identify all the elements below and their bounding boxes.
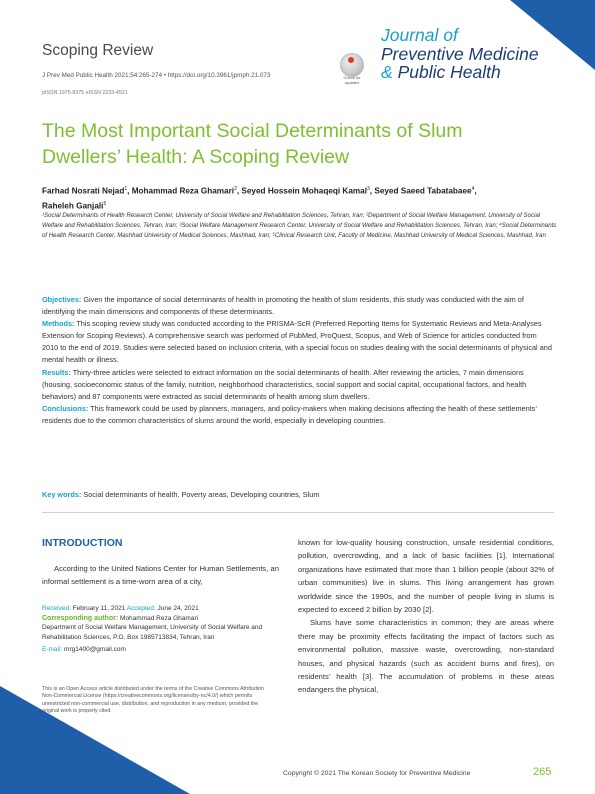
author-sup: 4 (471, 186, 475, 192)
keywords (42, 490, 554, 499)
conclusions-text: This framework could be used by planners, managers, and policy-makers when making decisions affecting the health of these settlements’ residents due to the common characteristics of slums around the world, especially in developing countries. (42, 403, 537, 425)
issn-line: pISSN 1975-8375 eISSN 2233-4521 (42, 90, 128, 96)
received-label: Received: (42, 605, 71, 612)
author-sup: 5 (103, 200, 107, 207)
introduction-heading: INTRODUCTION (42, 537, 123, 549)
abstract (42, 294, 554, 427)
author-name: Seyed Saeed Tabatabaee (374, 186, 472, 196)
keywords-label: Key words: (42, 490, 82, 499)
journal-ampersand: & (381, 62, 393, 82)
author-name: Seyed Hossein Mohaqeqi Kamal (241, 186, 368, 196)
author-name: Mohammad Reza Ghamari (131, 186, 235, 196)
page-number: 265 (533, 766, 552, 778)
accepted-date: June 24, 2021 (155, 605, 199, 612)
corresponding-name: Mohammad Reza Ghamari (118, 614, 199, 622)
conclusions-label: Conclusions: (42, 403, 89, 413)
affiliations: ¹Social Determinants of Health Research Center, University of Social Welfare and Rehabilitation Sciences, Tehran, Iran; ²Department of Social Welfare Management, University of Social Welfare and Rehabilitation Sciences, Tehran, Iran; ³Social Welfare Management Research Center, University of Social Welfare and Rehabilitation Sciences, Tehran, Iran; ⁴Social Determinants of Health Research Center, Mashhad University of Medical Sciences, Mashhad, Iran; ⁵Clinical Research Unit, Faculty of Medicine, Mashhad University of Medical Sciences, Mashhad, Iran (42, 212, 557, 240)
objectives-text: Given the importance of social determinants of health in promoting the health of slum residents, this study was conducted with the aim of identifying the main dimensions and components of these determinants. (42, 295, 524, 317)
journal-line-2: Preventive Medicine (381, 43, 539, 64)
email-address[interactable]: mrg1400@gmail.com (62, 646, 126, 653)
results-label: Results: (42, 367, 71, 377)
author-sup: 2 (234, 186, 237, 192)
abstract-conclusions (42, 403, 554, 427)
author-sup: 3 (367, 186, 370, 192)
license-text: This is an Open Access article distributed under the terms of the Creative Commons Attribution Non-Commercial License (https://creativecommons.org/licenses/by-nc/4.0/) which permits unrestricted non-commercial use, distribution, and reproduction in any medium, provided the original work is properly cited. (42, 686, 264, 715)
section-divider (42, 512, 554, 513)
body-paragraph: Slums have some characteristics in common; they are areas where there may be proximity effects facilitating the impact of factors such as environmental pollution, massive waste, overcrowding, non-standard houses, and physical hazards (such as accident burns and fires), on residents’ health [3]. The accumulation of problems in these areas endangers the physical, (298, 618, 554, 695)
citation-line[interactable]: J Prev Med Public Health 2021;54:265-274 • https://doi.org/10.3961/jpmph.21.073 (42, 72, 271, 79)
article-type: Scoping Review (42, 42, 154, 59)
email-line (42, 645, 278, 655)
copyright: Copyright © 2021 The Korean Society for Preventive Medicine (283, 770, 471, 777)
accepted-label: Accepted: (126, 605, 156, 612)
article-title: The Most Important Social Determinants of Slum Dwellers’ Health: A Scoping Review (42, 120, 463, 168)
body-column-right (298, 536, 554, 697)
badge-dot-icon (348, 57, 354, 63)
received-date: February 11, 2021 (70, 605, 127, 612)
author-sup: 1 (124, 186, 128, 192)
journal-line-3: Public Health (397, 62, 501, 82)
objectives-label: Objectives: (42, 295, 82, 304)
corresponding-address: Department of Social Welfare Management, University of Social Welfare and Rehabilitation Sciences, P.O. Box 1985713834, Tehran, Iran (42, 624, 263, 641)
check-for-updates-label: Check for updates (343, 75, 361, 85)
dates-line (42, 604, 278, 614)
methods-text: This scoping review study was conducted according to the PRISMA-ScR (Preferred Reporting Items for Systematic Reviews and Meta-Analyses Extension for Scoping Reviews). A comprehensive search was performed of PubMed, ProQuest, Scopus, and Web of Science for articles conducted from 2010 to the end of 2019. Studies were selected based on inclusion criteria, with a special focus on studies dealing with the social determinants of physical and mental health or illness. (42, 319, 552, 365)
journal-line-3-wrap (381, 63, 539, 82)
abstract-results (42, 367, 554, 403)
body-paragraph: known for low-quality housing construction, unsafe residential conditions, pollution, overcrowding, and a lack of basic facilities [1]. International organizations have estimated that more than 1 billion people (about 32% of urban communities) live in slums. This living arrangement has grown worldwide since the 1990s, and the number of people living in slums is expected to exceed 2 billion by 2030 [2]. (298, 538, 554, 615)
body-column-left (42, 562, 279, 588)
article-info (42, 604, 278, 655)
author-name: Raheleh Ganjali (42, 201, 104, 211)
journal-line-1: Journal of (381, 25, 458, 45)
intro-paragraph: According to the United Nations Center for Human Settlements, an informal settlement is a time-worn area of a city, (42, 564, 279, 586)
methods-label: Methods: (42, 319, 75, 329)
corresponding-label: Corresponding author: (42, 614, 119, 622)
keywords-text: Social determinants of health, Poverty areas, Developing countries, Slum (81, 490, 320, 499)
author-list: Farhad Nosrati Nejad$^1$, Mohammad Reza Ghamari$^2$, Seyed Hossein Mohaqeqi Kamal$^3$, Seyed Saeed Tabatabaee$^4$, Raheleh Ganjali$^5$ (42, 186, 477, 211)
email-label: E-mail: (42, 646, 63, 653)
abstract-methods (42, 318, 554, 366)
corresponding-line (42, 614, 278, 624)
results-text: Thirty-three articles were selected to extract information on the social determinants of health. After reviewing the articles, 7 main dimensions (housing, socioeconomic status of the family, nutrition, neighborhood characteristics, social support and social capital, occupational factors, and health behaviors) and 87 components were extracted as social determinants of health among slum dwellers. (42, 367, 527, 401)
author-name: Farhad Nosrati Nejad (42, 186, 125, 196)
abstract-objectives (42, 294, 554, 318)
journal-logo (381, 26, 539, 82)
